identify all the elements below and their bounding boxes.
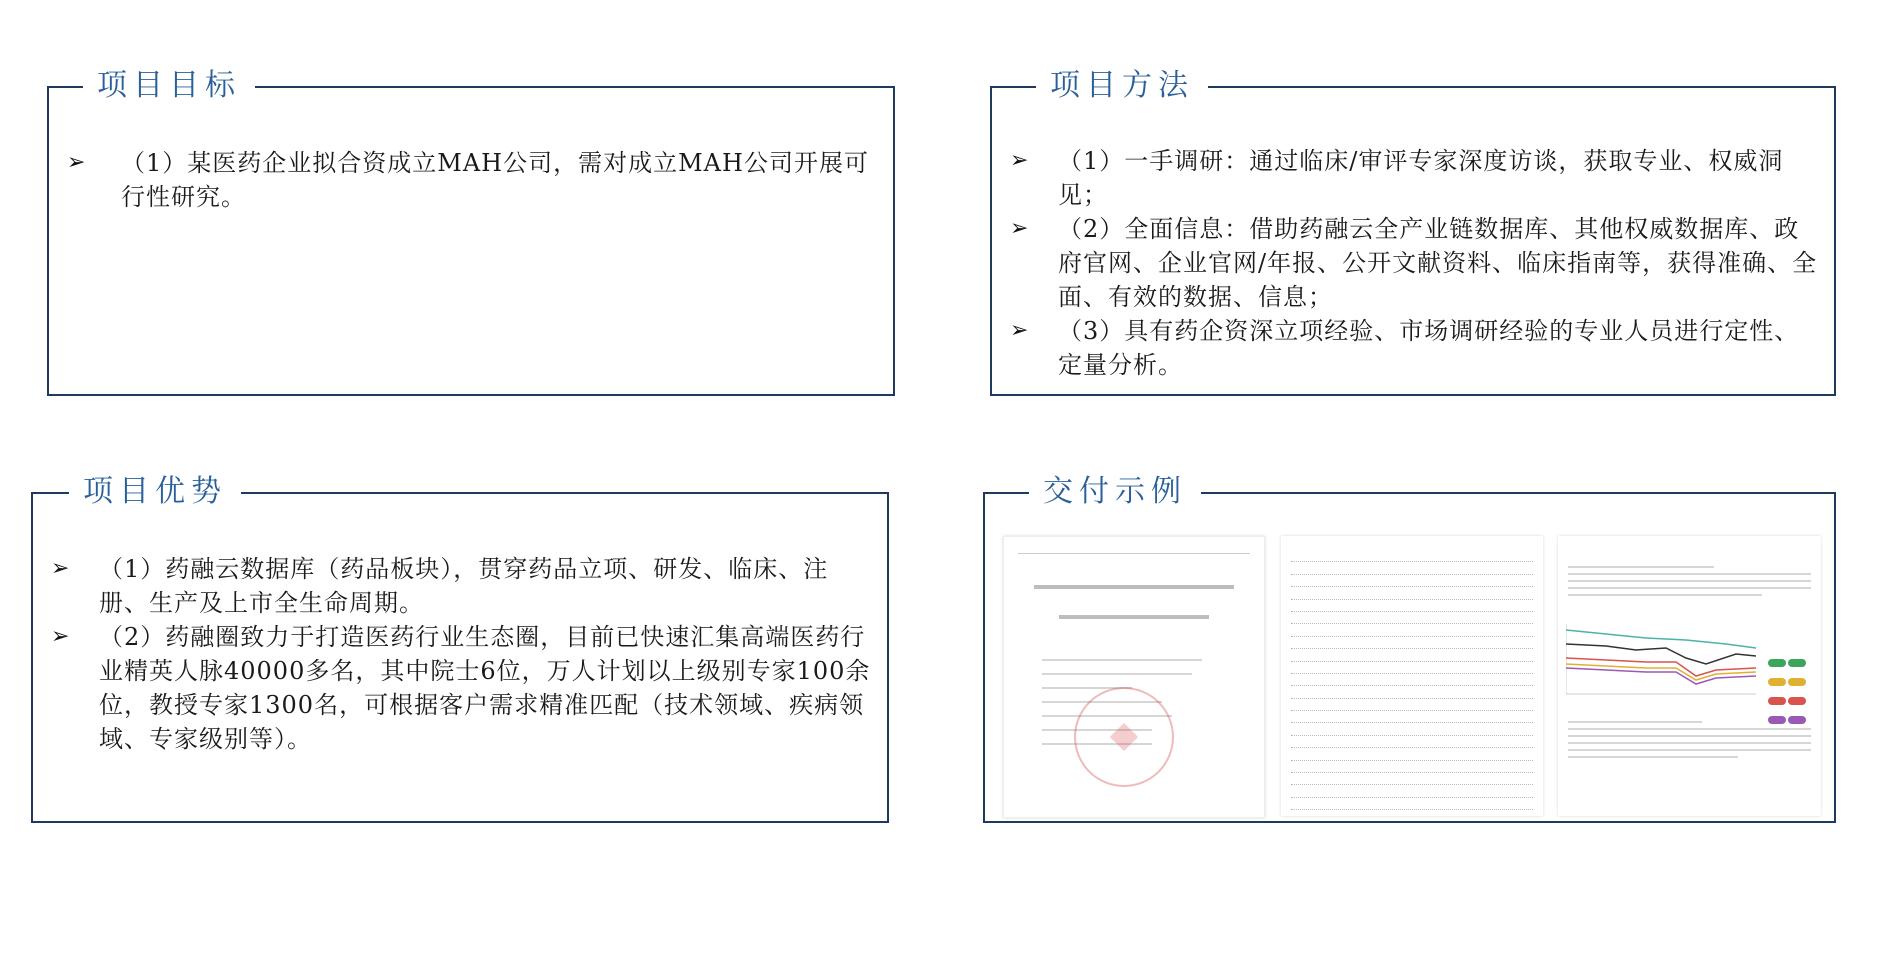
goal-bullet-1 (67, 146, 879, 214)
analysis-text-top (1568, 566, 1811, 601)
method-panel (990, 68, 1836, 396)
delivery-title: 交付示例 (1029, 472, 1201, 512)
method-bullet-text: （3）具有药企资深立项经验、市场调研经验的专业人员进行定性、定量分析。 (1058, 317, 1800, 379)
arrow-bullet-icon: ➢ (1010, 318, 1030, 343)
arrow-bullet-icon: ➢ (51, 624, 71, 649)
delivery-examples (1003, 536, 1820, 816)
method-bullet-text: （1）一手调研：通过临床/审评专家深度访谈，获取专业、权威洞见； (1058, 147, 1784, 209)
goal-bullets (67, 146, 879, 214)
advantage-title: 项目优势 (69, 472, 241, 512)
advantage-bullets (51, 552, 873, 756)
delivery-panel (983, 474, 1836, 823)
arrow-bullet-icon: ➢ (51, 556, 71, 581)
toc-lines (1291, 550, 1533, 810)
goal-bullet-text: （1）某医药企业拟合资成立MAH公司，需对成立MAH公司开展可行性研究。 (121, 149, 869, 211)
advantage-bullet-2 (51, 620, 873, 756)
report-cover-thumbnail (1003, 536, 1265, 818)
chart-legend-icon (1767, 654, 1811, 730)
seal-stamp-icon (1074, 687, 1174, 787)
method-title: 项目方法 (1036, 66, 1208, 106)
trend-chart-icon (1566, 624, 1756, 696)
method-bullet-2 (1010, 212, 1820, 314)
advantage-bullet-text: （2）药融圈致力于打造医药行业生态圈，目前已快速汇集高端医药行业精英人脉40000多名，其中院士6位，万人计划以上级别专家100余位，教授专家1300名，可根据客户需求精准匹配（技术领域、疾病领域、专家级别等）。 (99, 623, 871, 753)
advantage-bullet-text: （1）药融云数据库（药品板块），贯穿药品立项、研发、临床、注册、生产及上市全生命周期。 (99, 555, 829, 617)
arrow-bullet-icon: ➢ (1010, 148, 1030, 173)
analysis-text-bottom (1568, 721, 1811, 763)
report-analysis-thumbnail (1558, 536, 1821, 816)
advantage-bullet-1 (51, 552, 873, 620)
goal-title: 项目目标 (83, 66, 255, 106)
method-bullet-3 (1010, 314, 1820, 382)
arrow-bullet-icon: ➢ (67, 150, 87, 175)
header-rule (1018, 553, 1250, 554)
arrow-bullet-icon: ➢ (1010, 216, 1030, 241)
report-toc-thumbnail (1281, 536, 1543, 816)
advantage-panel (31, 474, 889, 823)
method-bullet-1 (1010, 144, 1820, 212)
method-bullet-text: （2）全面信息：借助药融云全产业链数据库、其他权威数据库、政府官网、企业官网/年报、公开文献资料、临床指南等，获得准确、全面、有效的数据、信息； (1058, 215, 1818, 311)
goal-panel (47, 68, 895, 396)
method-bullets (1010, 144, 1820, 382)
cover-title-line-2 (1004, 609, 1264, 625)
cover-title-line-1 (1004, 579, 1264, 595)
